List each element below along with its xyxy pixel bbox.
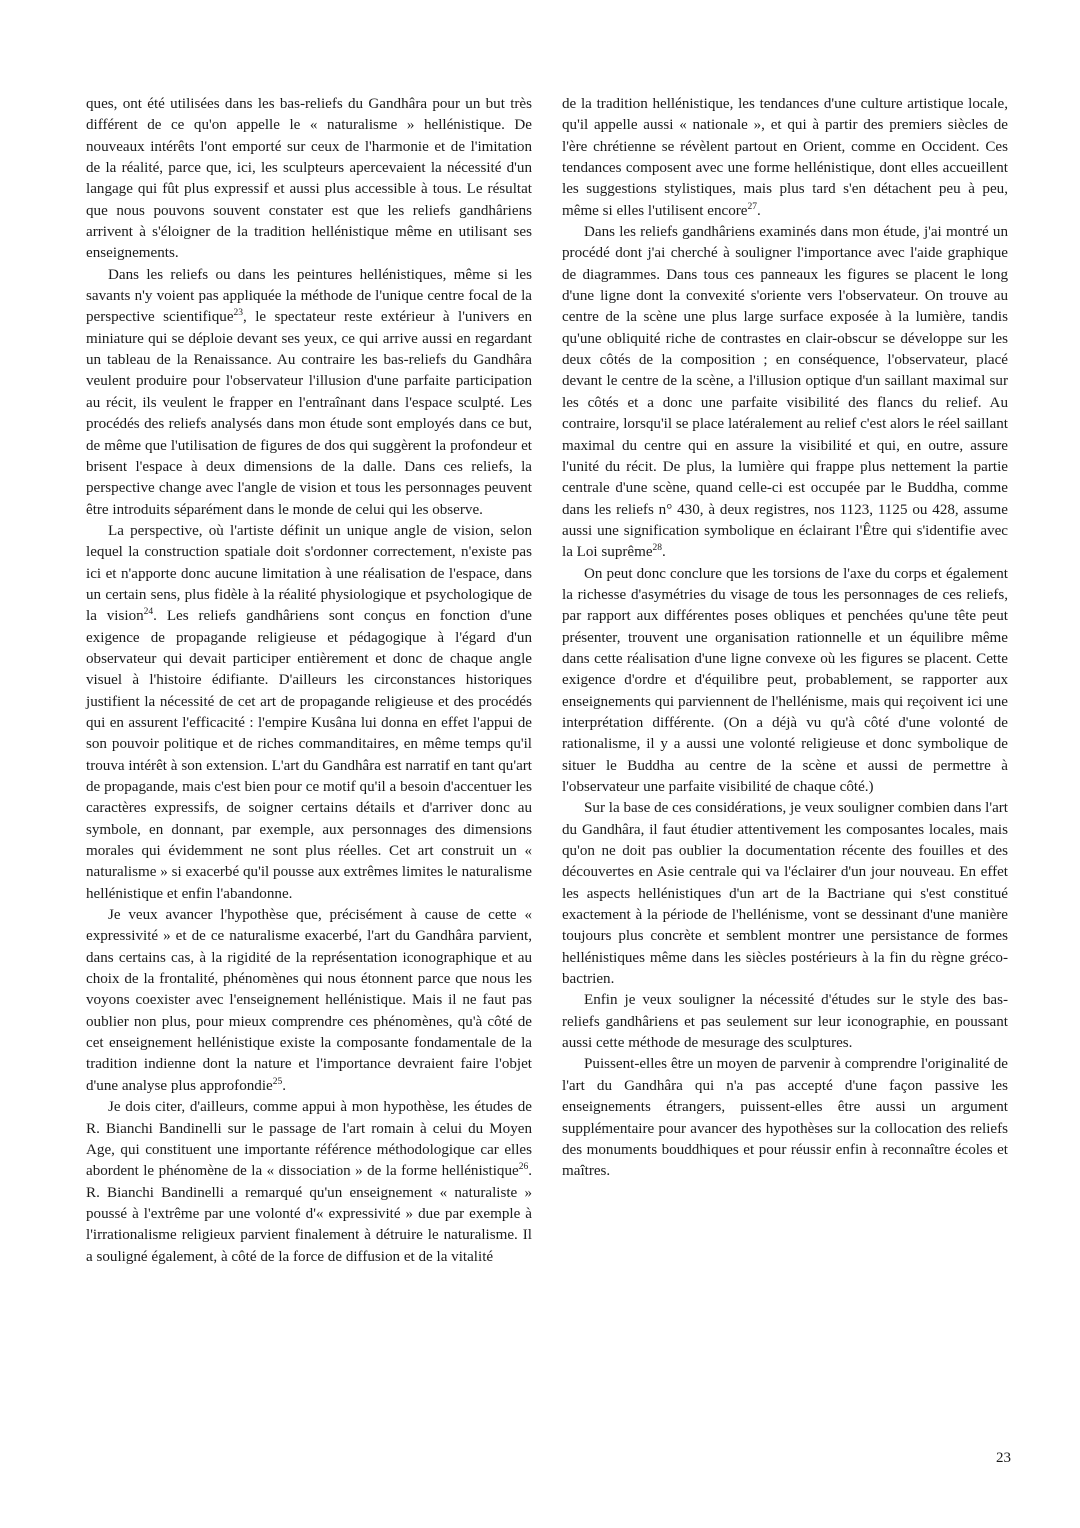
paragraph-text: ques, ont été utilisées dans les bas-reliefs du Gandhâra pour un but très différent de ce qu'on appelle le « naturalisme » hellénistique. De nouveaux intérêts l'ont emporté sur ceux de l'harmonie et de l'imitation de la réalité, parce que, ici, les sculpteurs apercevaient la nécessité d'un langage qui fût plus expressif et aussi plus accessible à tous. Le résultat que nous pouvons souvent constater est que les reliefs gandhâriens arrivent à s'éloigner de la tradition hellénistique même en utilisant ses enseignements. [86,96,532,262]
footnote-ref[interactable]: 28 [652,543,663,554]
paragraph-text: Enfin je veux souligner la nécessité d'études sur le style des bas-reliefs gandhâriens et pas seulement sur leur iconographie, en poussant aussi cette méthode de mesurage des sculptures. [562,992,1008,1052]
paragraph-text: , le spectateur reste extérieur à l'univers en miniature qui se déploie devant ses yeux, ce qui arrive aussi en regardant un tableau de la Renaissance. Au contraire les bas-reliefs du Gandhâra veulent produire pour l'observateur l'illusion d'une parfaite participation au récit, ils veulent le frapper en l'entraînant dans l'espace sculpté. Les procédés des reliefs analysés dans mon étude sont employés dans ce but, de même que l'utilisation de figures de dos qui suggèrent la profondeur et brisent l'espace à deux dimensions de la dalle. Dans ces reliefs, la perspective change avec l'angle de vision et tous les personnages peuvent être introduits séparément dans le monde de celui qui les observe. [86,309,532,518]
paragraph [562,798,1008,990]
paragraph [562,564,1008,799]
paragraph-text: . R. Bianchi Bandinelli a remarqué qu'un enseignement « naturaliste » poussé à l'extrême par une volonté d'« expressivité » due par exemple à l'irrationalisme religieux parvient finalement à détruire le naturalisme. Il a souligné également, à côté de la force de diffusion et de la vitalité [86,1163,532,1265]
paragraph [562,1054,1008,1182]
paragraph [86,94,532,265]
paragraph [86,905,532,1097]
paragraph [562,94,1008,222]
paragraph-text: Dans les reliefs gandhâriens examinés dans mon étude, j'ai montré un procédé dont j'ai cherché à souligner l'importance avec l'aide graphique de diagrammes. Dans tous ces panneaux les figures se placent le long d'une ligne dont la convexité s'oriente vers l'observateur. On trouve au centre de la scène une plus large surface exposée à la lumière, tandis qu'une obliquité riche de contrastes en clair-obscur se développe sur les deux côtés de la composition ; en conséquence, l'observateur, placé devant le centre de la scène, a l'illusion optique d'un saillant maximal sur les côtés et a donc une parfaite visibilité des flancs du relief. Au contraire, lorsqu'il se place latéralement au relief c'est alors le réel saillant maximal du centre qui en assure la visibilité et qui, en outre, assure l'unité du récit. De plus, la lumière qui frappe plus nettement la partie centrale d'une scène, quand celle-ci est occupée par le Buddha, comme dans les reliefs n° 430, à deux registres, nos 1123, 1125 ou 428, assume aussi une signification symbolique en éclairant l'Être qui s'identifie avec la Loi suprême [562,224,1008,561]
paragraph-text: Je veux avancer l'hypothèse que, précisément à cause de cette « expressivité » et de ce naturalisme exacerbé, l'art du Gandhâra parvient, dans certains cas, à la rigidité de la représentation iconographique et au choix de la frontalité, phénomènes qui nous étonnent parce que nous les voyons coexister avec l'enseignement hellénistique. Mais il ne faut pas oublier non plus, pour mieux comprendre ces phénomènes, qu'à côté de cet enseignement hellénistique existe la composante fondamentale de la tradition indienne dont la nature et l'importance devraient faire l'objet d'une analyse plus approfondie [86,907,532,1094]
paragraph-text: . [282,1077,287,1094]
paragraph-text: On peut donc conclure que les torsions de l'axe du corps et également la richesse d'asymétries du visage de tous les personnages de ces reliefs, par rapport aux différentes poses obliques et penchées qu'une tête peut présenter, trouvent une organisation rationnelle et un équilibre même dans cette réalisation d'une ligne convexe où les figures se placent. Cette exigence d'ordre et d'équilibre peut, probablement, se rapporter aux enseignements qui parviennent de l'hellénisme, mais qui reçoivent ici une interprétation différente. (On a déjà vu qu'à côté d'une volonté de rationalisme, il y a aussi une volonté religieuse et donc symbolique de situer le Buddha au centre de la scène et aussi de permettre à l'observateur une parfaite visibilité de chaque côté.) [562,565,1008,795]
paragraph-text: Puissent-elles être un moyen de parvenir à comprendre l'originalité de l'art du Gandhâra qui n'a pas accepté d'une façon passive les enseignements étrangers, puissent-elles être aussi un argument supplémentaire pour avancer des hypothèses sur la collocation des reliefs des monuments bouddhiques et pour réussir enfin à reconnaître écoles et maîtres. [562,1056,1008,1180]
paragraph-text: . [756,202,761,219]
footnote-ref[interactable]: 26 [518,1162,529,1173]
paragraph-text: . [662,544,666,561]
footnote-ref[interactable]: 23 [233,308,244,319]
page-number: 23 [996,1450,1011,1466]
footnote-ref[interactable]: 25 [272,1076,283,1087]
footnote-ref[interactable]: 24 [143,607,154,618]
paragraph-text: Sur la base de ces considérations, je veux souligner combien dans l'art du Gandhâra, il faut étudier attentivement les composantes locales, mais qu'on ne doit pas oublier la documentation récente des fouilles et des découvertes en Asie centrale qui va l'éclairer d'un jour nouveau. En effet les aspects hellénistiques d'un art de la Bactriane qui s'est constitué exactement à la période de l'hellénisme, vont se dessinant d'une manière toujours plus concrète et semblent montrer une persistance de formes hellénistiques même dans les siècles postérieurs à la fin du règne gréco-bactrien. [562,800,1008,988]
left-column [86,94,532,1268]
paragraph [86,265,532,521]
paragraph [562,990,1008,1054]
paragraph [86,1097,532,1268]
paragraph-text: Dans les reliefs ou dans les peintures hellénistiques, même si les savants n'y voient pas appliquée la méthode de l'unique centre focal de la perspective scientifique [86,266,532,326]
paragraph-text: de la tradition hellénistique, les tendances d'une culture artistique locale, qu'il appelle aussi « nationale », et qui à partir des premiers siècles de l'ère chrétienne se révèlent partout en Orient, comme en Occident. Ces tendances composent avec une forme hellénistique, dont elles accueillent les suggestions stylistiques, mais plus tard s'en détachent peu à peu, même si elles l'utilisent encore [562,96,1008,219]
right-column [562,94,1008,1183]
paragraph [86,521,532,905]
paragraph-text: Je dois citer, d'ailleurs, comme appui à mon hypothèse, les études de R. Bianchi Bandinelli sur le passage de l'art romain à celui du Moyen Age, qui constituent une importante référence méthodologique car elles abordent le phénomène de la « dissociation » de la forme hellénistique [86,1099,532,1180]
paragraph [562,222,1008,564]
paragraph-text: . Les reliefs gandhâriens sont conçus en fonction d'une exigence de propagande religieuse et pédagogique à l'égard d'un observateur qui devait participer entièrement et donc de chaque angle visuel à l'histoire édifiante. D'ailleurs les circonstances historiques justifient la nécessité de cet art de propagande religieuse et des procédés qui en assurent l'efficacité : l'empire Kusâna lui donna en effet l'appui de son pouvoir politique et de riches commanditaires, en même temps qu'il trouva intérêt à son extension. L'art du Gandhâra est narratif en tant qu'art de propagande, mais c'est bien pour ce motif qu'il a besoin d'accentuer les caractères expressifs, de soigner certains détails et d'arriver donc au symbole, en donnant, par exemple, aux personnages des dimensions morales qui évidemment ne sont plus réelles. Cet art construit un « naturalisme » si exacerbé qu'il pousse aux extrêmes limites le naturalisme hellénistique et enfin l'abandonne. [86,608,532,902]
footnote-ref[interactable]: 27 [747,201,757,212]
paragraph-text: La perspective, où l'artiste définit un unique angle de vision, selon lequel la construction spatiale doit s'ordonner correctement, n'existe pas ici et n'apporte donc aucune limitation à une réalisation de l'espace, dans un certain sens, plus fidèle à la réalité physiologique et psychologique de la vision [86,522,532,625]
